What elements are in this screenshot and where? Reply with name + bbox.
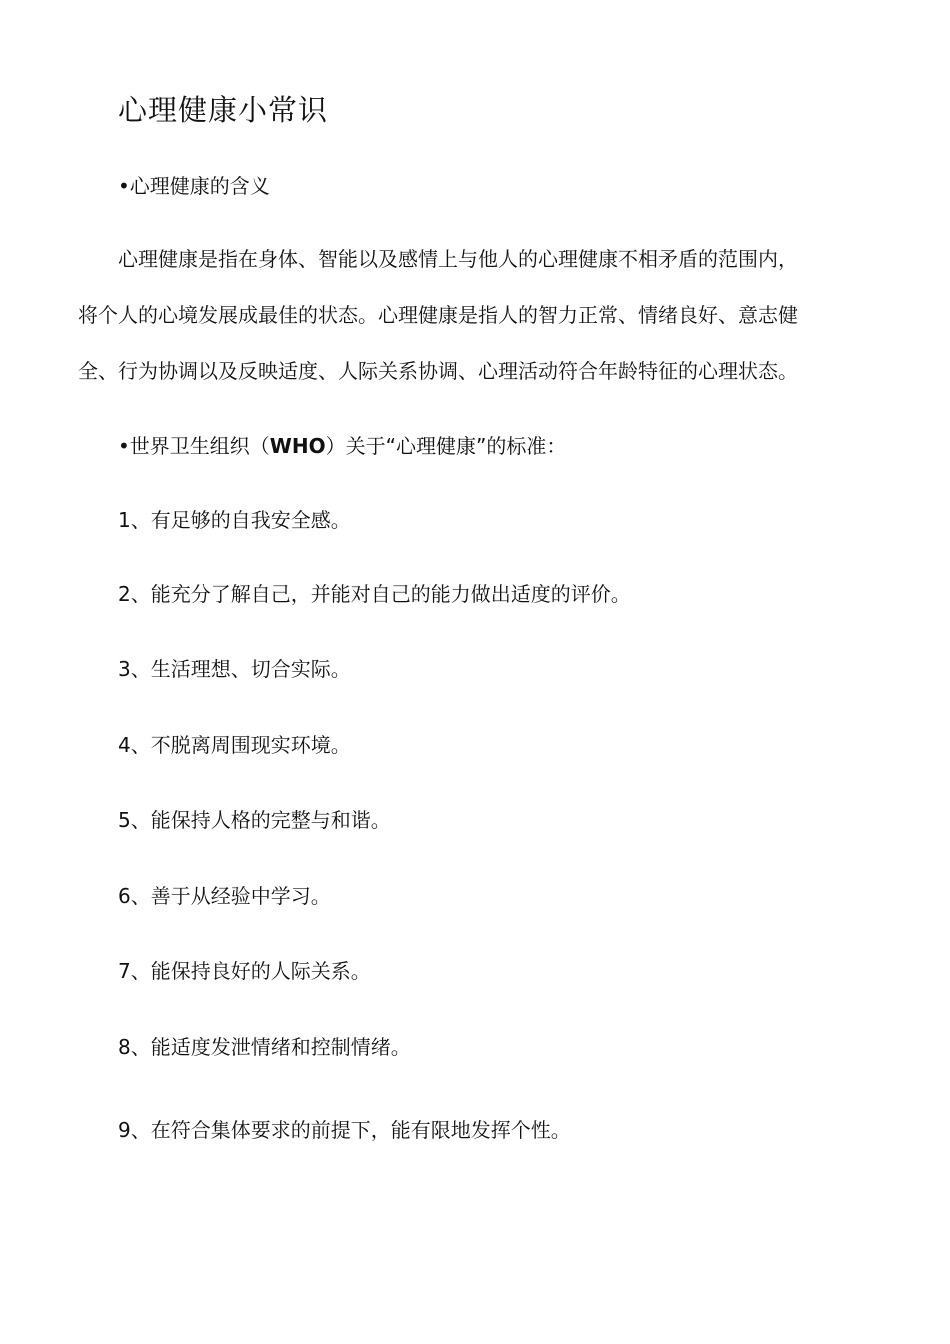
page-title: 心理健康小常识 [118, 93, 329, 127]
paragraph-line: 将个人的心境发展成最佳的状态。心理健康是指人的智力正常、情绪良好、意志健 [78, 303, 798, 327]
section-heading-definition: •心理健康的含义 [118, 174, 270, 198]
standard-item-6: 6、善于从经验中学习。 [118, 884, 331, 908]
standard-item-2: 2、能充分了解自己，并能对自己的能力做出适度的评价。 [118, 582, 631, 606]
paragraph-line: 全、行为协调以及反映适度、人际关系协调、心理活动符合年龄特征的心理状态。 [78, 359, 798, 383]
standard-item-5: 5、能保持人格的完整与和谐。 [118, 808, 391, 832]
standard-item-3: 3、生活理想、切合实际。 [118, 657, 351, 681]
section-heading-who-standards [118, 432, 566, 460]
standard-item-1: 1、有足够的自我安全感。 [118, 508, 351, 532]
definition-paragraph [78, 244, 868, 412]
who-abbreviation: WHO [269, 434, 326, 458]
heading-prefix: •世界卫生组织（ [118, 434, 270, 458]
paragraph-line: 心理健康是指在身体、智能以及感情上与他人的心理健康不相矛盾的范围内， [118, 247, 798, 271]
heading-suffix: ）关于“心理健康”的标准： [325, 434, 567, 458]
standard-item-4: 4、不脱离周围现实环境。 [118, 733, 351, 757]
standard-item-8: 8、能适度发泄情绪和控制情绪。 [118, 1035, 411, 1059]
standard-item-7: 7、能保持良好的人际关系。 [118, 959, 371, 983]
standard-item-9: 9、在符合集体要求的前提下，能有限地发挥个性。 [118, 1118, 571, 1142]
